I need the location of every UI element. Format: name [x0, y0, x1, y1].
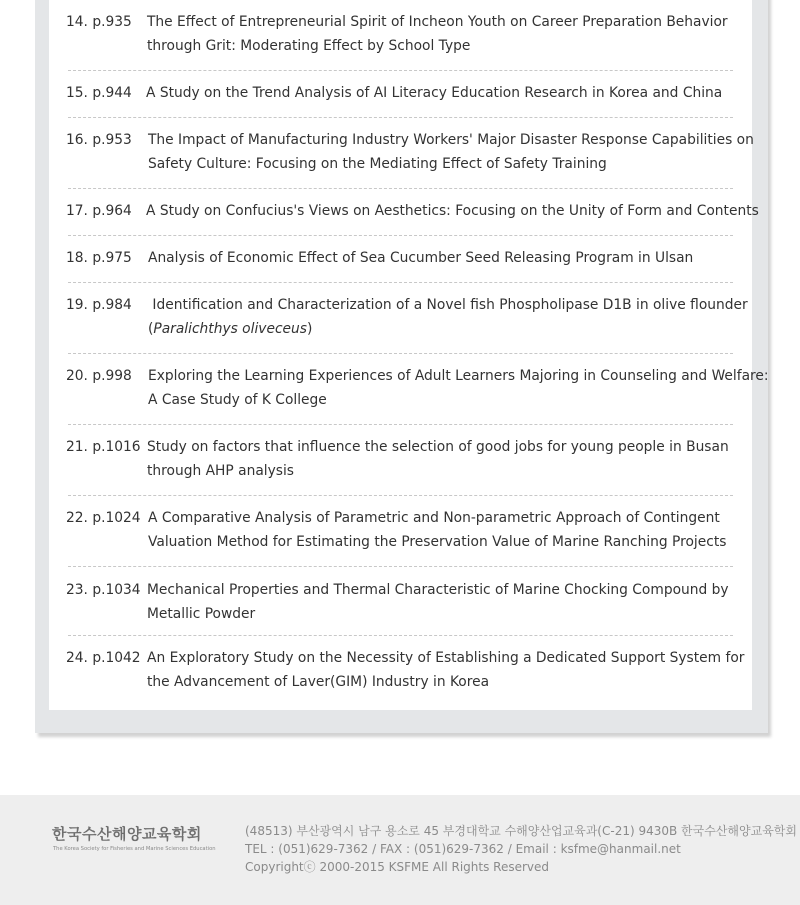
entry-title[interactable]	[147, 578, 729, 626]
entry-title[interactable]	[147, 435, 729, 483]
entry-number: 24. p.1042	[66, 650, 141, 666]
entry-number: 14. p.935	[66, 14, 132, 30]
entry-title[interactable]	[147, 10, 728, 58]
title-line: Mechanical Properties and Thermal Characteristic of Marine Chocking Compound by	[147, 582, 729, 598]
entry-number: 20. p.998	[66, 368, 132, 384]
species-name: Paralichthys olivecеus	[153, 321, 307, 337]
entry-number: 23. p.1034	[66, 582, 141, 598]
site-footer	[0, 795, 800, 905]
entry-number: 17. p.964	[66, 203, 132, 219]
title-line: Valuation Method for Estimating the Preservation Value of Marine Ranching Projects	[148, 534, 727, 550]
paren-open: (	[148, 321, 154, 337]
divider	[68, 117, 733, 118]
entry-title[interactable]	[148, 364, 769, 412]
footer-copyright: Copyrightⓒ 2000-2015 KSFME All Rights Reserved	[245, 860, 550, 874]
divider	[68, 282, 733, 283]
title-line: through AHP analysis	[147, 463, 294, 479]
entry-number: 18. p.975	[66, 250, 132, 266]
title-line: Analysis of Economic Effect of Sea Cucumber Seed Releasing Program in Ulsan	[148, 250, 694, 266]
title-line: Safety Culture: Focusing on the Mediating Effect of Safety Training	[148, 156, 607, 172]
title-line: A Comparative Analysis of Parametric and Non-parametric Approach of Contingent	[148, 510, 720, 526]
title-line: The Impact of Manufacturing Industry Workers' Major Disaster Response Capabilities on	[148, 132, 754, 148]
footer-contact: TEL : (051)629-7362 / FAX : (051)629-7362 / Email : ksfme@hanmail.net	[245, 842, 681, 856]
entry-title[interactable]	[148, 246, 693, 270]
divider	[68, 235, 733, 236]
footer-info	[245, 822, 797, 876]
entry-title[interactable]	[146, 199, 759, 223]
footer-address: (48513) 부산광역시 남구 용소로 45 부경대학교 수해양산업교육과(C-21) 9430B 한국수산해양교육학회	[245, 824, 797, 838]
title-line: Study on factors that influence the selection of good jobs for young people in Busan	[147, 439, 729, 455]
title-line: the Advancement of Laver(GIM) Industry in Korea	[147, 674, 490, 690]
title-line: through Grit: Moderating Effect by School Type	[147, 38, 471, 54]
title-line: A Study on Confucius's Views on Aesthetics: Focusing on the Unity of Form and Contents	[146, 203, 759, 219]
divider	[68, 70, 733, 71]
divider	[68, 353, 733, 354]
entry-title[interactable]	[148, 506, 726, 554]
entry-number: 21. p.1016	[66, 439, 141, 455]
entry-number: 16. p.953	[66, 132, 132, 148]
title-line: The Effect of Entrepreneurial Spirit of Incheon Youth on Career Preparation Behavior	[147, 14, 728, 30]
divider	[68, 635, 733, 636]
title-line: Identification and Characterization of a Novel fish Phospholipase D1B in olive flounder	[148, 297, 748, 313]
entry-title[interactable]	[148, 128, 754, 176]
entry-number: 15. p.944	[66, 85, 132, 101]
divider	[68, 424, 733, 425]
title-line: An Exploratory Study on the Necessity of Establishing a Dedicated Support System for	[147, 650, 745, 666]
paren-close: )	[306, 321, 313, 337]
footer-logo-subtitle: The Korea Society for Fisheries and Marine Sciences Education	[53, 846, 216, 852]
entry-title[interactable]	[147, 646, 744, 694]
entry-title[interactable]	[148, 293, 748, 341]
title-line: Metallic Powder	[147, 606, 256, 622]
divider	[68, 566, 733, 567]
divider	[68, 188, 733, 189]
footer-logo[interactable]: 한국수산해양교육학회	[52, 825, 202, 843]
title-line: A Study on the Trend Analysis of AI Literacy Education Research in Korea and China	[146, 85, 723, 101]
title-line	[148, 317, 748, 341]
divider	[68, 495, 733, 496]
title-line: A Case Study of K College	[148, 392, 327, 408]
title-line: Exploring the Learning Experiences of Adult Learners Majoring in Counseling and Welfare:	[148, 368, 769, 384]
entry-title[interactable]	[146, 81, 722, 105]
entry-number: 22. p.1024	[66, 510, 141, 526]
entry-number: 19. p.984	[66, 297, 132, 313]
